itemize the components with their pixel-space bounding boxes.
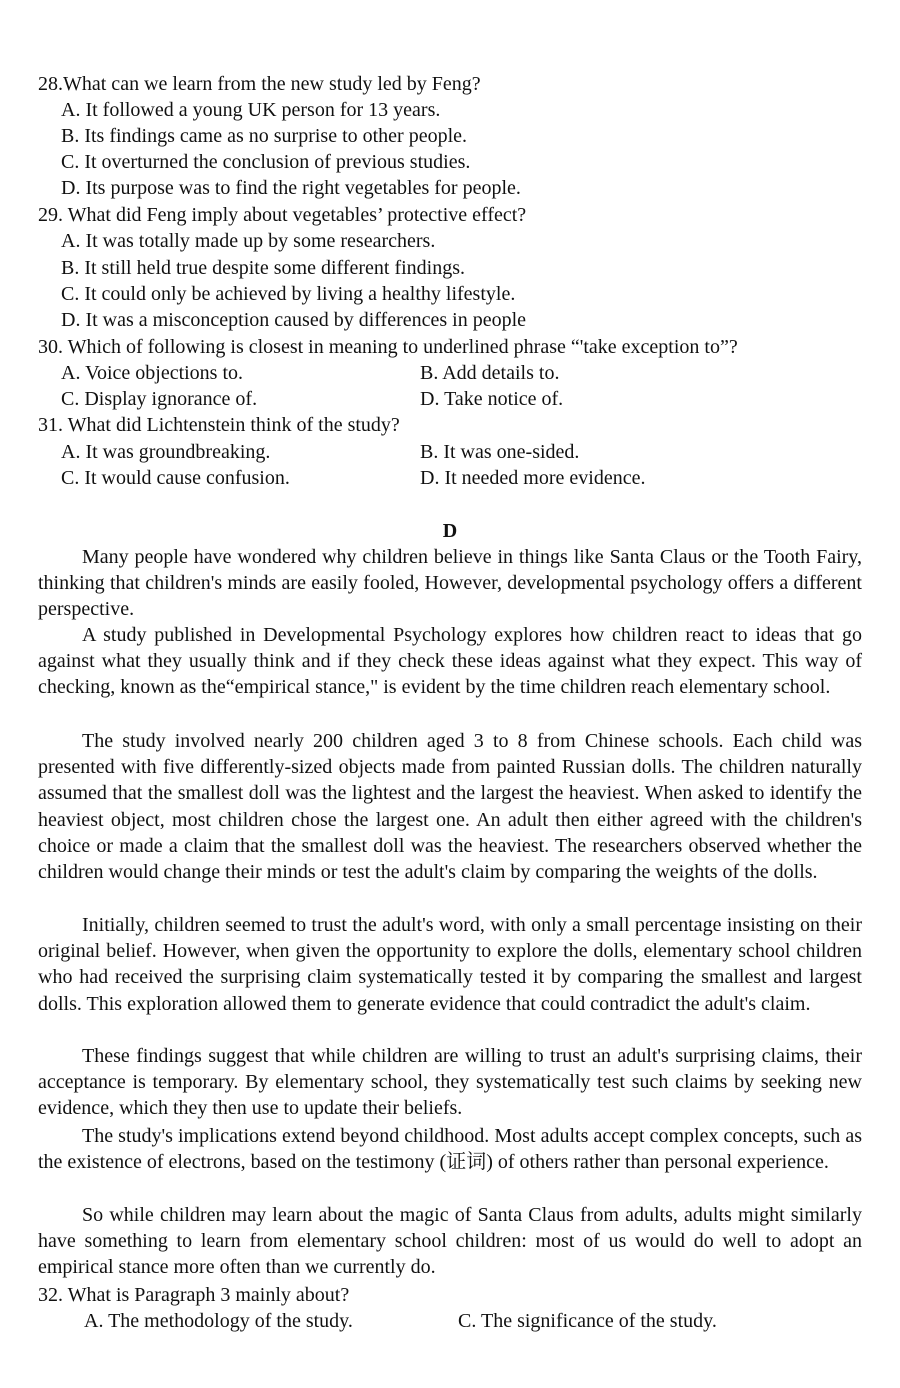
question-32-option-a: A. The methodology of the study. [84,1310,353,1332]
question-30-option-c: C. Display ignorance of. [61,388,258,410]
question-28-option-d: D. Its purpose was to find the right vegetables for people. [61,177,521,199]
question-32-stem: 32. What is Paragraph 3 mainly about? [38,1284,350,1306]
question-30-option-a: A. Voice objections to. [61,362,244,384]
question-28-option-c: C. It overturned the conclusion of previous studies. [61,151,471,173]
question-31-stem: 31. What did Lichtenstein think of the study? [38,414,400,436]
question-31-option-a: A. It was groundbreaking. [61,441,271,463]
passage-paragraph-6: The study's implications extend beyond childhood. Most adults accept complex concepts, such as the existence of electrons, based on the testimony (证词) of others rather than personal experience. [38,1125,862,1174]
question-28-stem: 28.What can we learn from the new study led by Feng? [38,73,481,95]
question-32-option-c: C. The significance of the study. [458,1310,717,1332]
question-31-option-d: D. It needed more evidence. [420,467,646,489]
question-29-option-c: C. It could only be achieved by living a healthy lifestyle. [61,283,516,305]
question-29-stem: 29. What did Feng imply about vegetables’ protective effect? [38,204,527,226]
passage-paragraph-2: A study published in Developmental Psychology explores how children react to ideas that go against what they usually think and if they check these ideas against what they expect. This way of checking, known as the“empirical stance," is evident by the time children reach elementary school. [38,624,862,699]
question-29-option-d: D. It was a misconception caused by differences in people [61,309,527,331]
question-29-option-b: B. It still held true despite some different findings. [61,257,466,279]
passage-paragraph-1: Many people have wondered why children believe in things like Santa Claus or the Tooth Fairy, thinking that children's minds are easily fooled, However, developmental psychology offers a different perspective. [38,546,862,621]
question-31-option-c: C. It would cause confusion. [61,467,290,489]
question-30-stem: 30. Which of following is closest in meaning to underlined phrase “'take exception to”? [38,336,738,358]
question-29-option-a: A. It was totally made up by some researchers. [61,230,436,252]
question-28-option-b: B. Its findings came as no surprise to other people. [61,125,468,147]
section-heading: D [442,520,458,542]
question-30-option-b: B. Add details to. [420,362,560,384]
question-31-option-b: B. It was one-sided. [420,441,580,463]
question-30-option-d: D. Take notice of. [420,388,564,410]
question-28-option-a: A. It followed a young UK person for 13 years. [61,99,441,121]
passage-paragraph-5: These findings suggest that while children are willing to trust an adult's surprising claims, their acceptance is temporary. By elementary school, they systematically test such claims by seeking new evidence, which they then use to update their beliefs. [38,1045,862,1120]
passage-paragraph-4: Initially, children seemed to trust the adult's word, with only a small percentage insisting on their original belief. However, when given the opportunity to explore the dolls, elementary school children who had received the surprising claim systematically tested it by comparing the smallest and largest dolls. This exploration allowed them to generate evidence that could contradict the adult's claim. [38,914,862,1015]
passage-paragraph-7: So while children may learn about the magic of Santa Claus from adults, adults might similarly have something to learn from elementary school children: most of us would do well to adopt an empirical stance more often than we currently do. [38,1204,862,1279]
passage-paragraph-3: The study involved nearly 200 children aged 3 to 8 from Chinese schools. Each child was presented with five differently-sized objects made from painted Russian dolls. The children naturally assumed that the smallest doll was the lightest and the largest the heaviest. When asked to identify the heaviest object, most children chose the largest one. An adult then either agreed with the children's choice or made a claim that the smallest doll was the heaviest. The researchers observed whether the children would change their minds or test the adult's claim by comparing the weights of the dolls. [38,730,862,884]
